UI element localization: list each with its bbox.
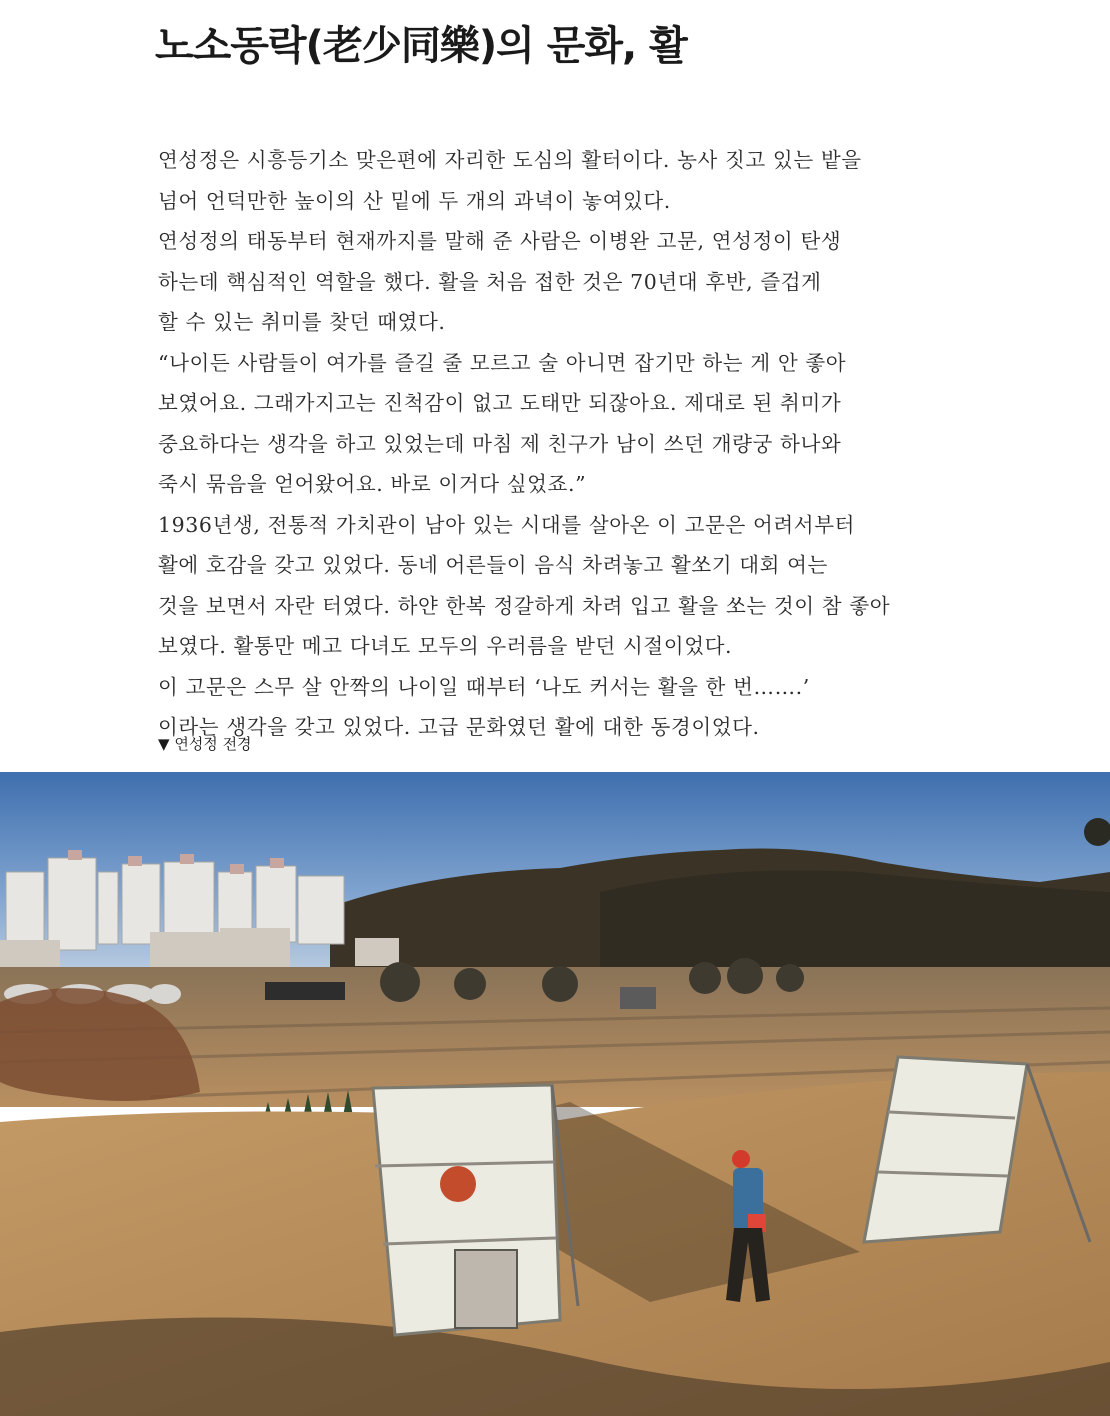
- page-title: 노소동락(老少同樂)의 문화, 활: [155, 23, 687, 69]
- target-box: [455, 1250, 517, 1328]
- landscape-photo: [0, 772, 1110, 1416]
- shed: [620, 987, 656, 1009]
- body-line: 연성정의 태동부터 현재까지를 말해 준 사람은 이병완 고문, 연성정이 탄생: [158, 229, 842, 253]
- shed: [265, 982, 345, 1000]
- target-left: [373, 1085, 578, 1335]
- body-line: 하는데 핵심적인 역할을 했다. 활을 처음 접한 것은 70년대 후반, 즐겁게: [158, 269, 822, 294]
- caption-text: 연성정 전경: [174, 735, 252, 753]
- triangle-down-icon: ▼: [158, 735, 170, 753]
- body-line: 죽시 묶음을 얻어왔어요. 바로 이거다 싶었죠.”: [158, 472, 587, 496]
- body-line: 활에 호감을 갖고 있었다. 동네 어른들이 음식 차려놓고 활쏘기 대회 여는: [158, 553, 828, 577]
- body-line: 중요하다는 생각을 하고 있었는데 마침 제 친구가 남이 쓰던 개량궁 하나와: [158, 431, 842, 456]
- body-line: 이 고문은 스무 살 안짝의 나이일 때부터 ‘나도 커서는 활을 한 번…….’: [158, 674, 810, 699]
- body-line: 것을 보면서 자란 터였다. 하얀 한복 정갈하게 차려 입고 활을 쏘는 것이 참 좋아: [158, 593, 891, 618]
- body-line: 1936년생, 전통적 가치관이 남아 있는 시대를 살아온 이 고문은 어려서부터: [158, 512, 856, 537]
- photo-caption: [158, 733, 252, 754]
- target-red-disc: [440, 1166, 476, 1202]
- article-body: [158, 140, 958, 748]
- body-line: 보였어요. 그래가지고는 진척감이 없고 도태만 되잖아요. 제대로 된 취미가: [158, 391, 842, 415]
- body-line: 이라는 생각을 갖고 있었다. 고급 문화였던 활에 대한 동경이었다.: [158, 715, 760, 739]
- body-line: 연성정은 시흥등기소 맞은편에 자리한 도심의 활터이다. 농사 짓고 있는 밭을: [158, 148, 862, 172]
- body-line: 넘어 언덕만한 높이의 산 밑에 두 개의 과녁이 놓여있다.: [158, 188, 671, 213]
- body-line: 보였다. 활통만 메고 다녀도 모두의 우러름을 받던 시절이었다.: [158, 634, 733, 658]
- body-line: 할 수 있는 취미를 찾던 때였다.: [158, 310, 446, 334]
- body-line: “나이든 사람들이 여가를 즐길 줄 모르고 술 아니면 잡기만 하는 게 안 좋아: [158, 350, 847, 375]
